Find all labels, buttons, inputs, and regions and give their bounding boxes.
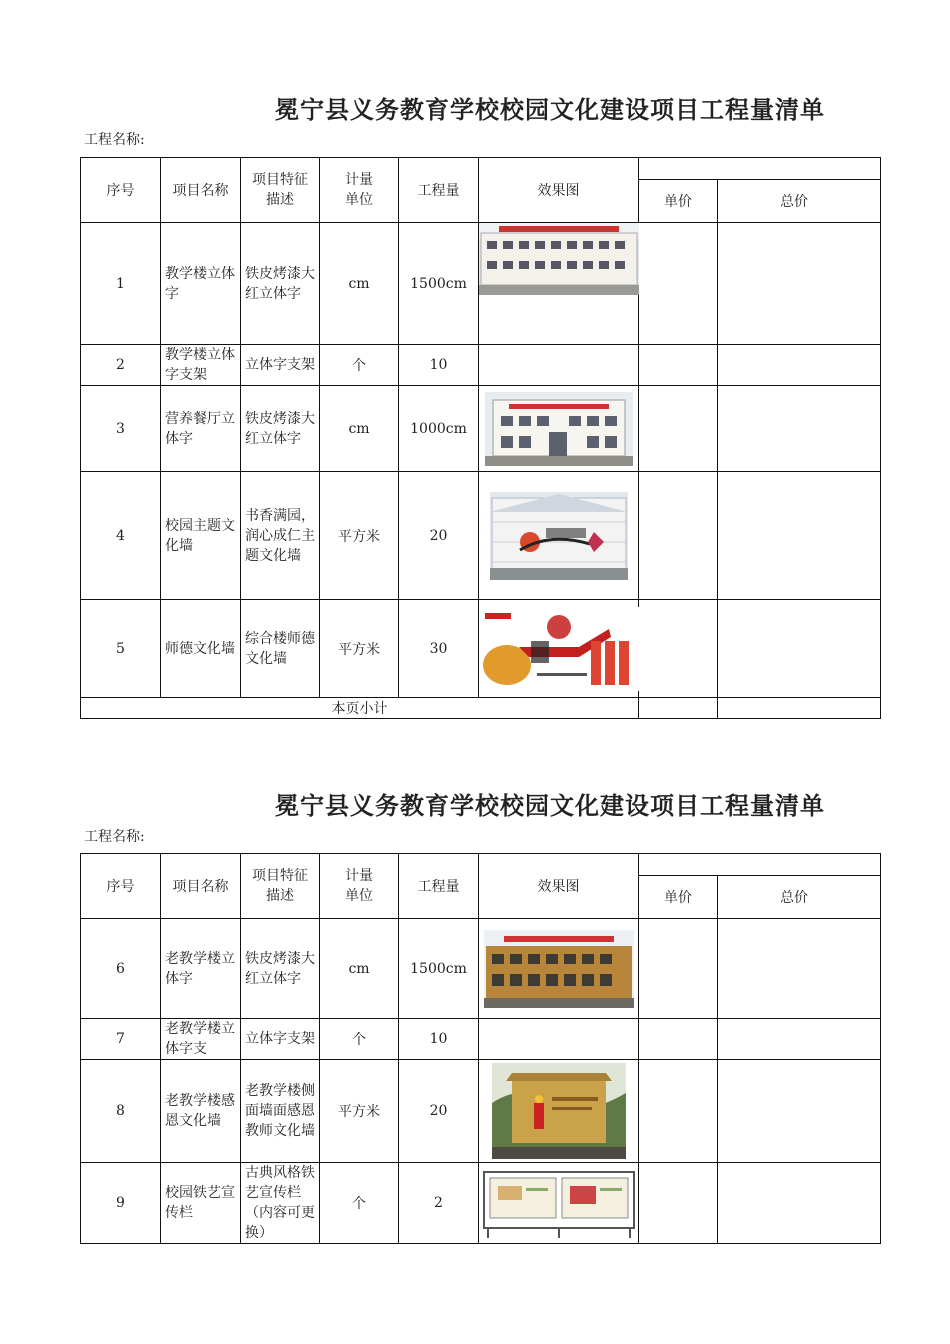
table-row	[81, 1060, 881, 1163]
table-row	[81, 919, 881, 1019]
header-total: 总价	[718, 180, 881, 223]
header-name: 项目名称	[161, 854, 241, 919]
row-unit-price	[639, 472, 718, 600]
header-seq: 序号	[81, 158, 161, 223]
row-total	[718, 386, 881, 472]
header-image: 效果图	[479, 854, 639, 919]
header-unit: 计量单位	[320, 158, 399, 223]
header-desc: 项目特征描述	[241, 854, 320, 919]
header-desc: 项目特征描述	[241, 158, 320, 223]
row-total	[718, 1019, 881, 1060]
row-unit-price	[639, 1163, 718, 1244]
row-name: 营养餐厅立体字	[161, 386, 241, 472]
row-unit-price	[639, 1060, 718, 1163]
row-desc: 老教学楼侧面墙面感恩教师文化墙	[241, 1060, 320, 1163]
row-unit: cm	[320, 223, 399, 345]
row-qty: 30	[399, 600, 479, 698]
row-unit: 平方米	[320, 472, 399, 600]
header-unit: 计量单位	[320, 854, 399, 919]
row-total	[718, 1060, 881, 1163]
header-unit-price: 单价	[639, 876, 718, 919]
header-qty: 工程量	[399, 854, 479, 919]
row-total	[718, 223, 881, 345]
header-price-group	[639, 158, 881, 180]
header-name: 项目名称	[161, 158, 241, 223]
row-desc: 铁皮烤漆大红立体字	[241, 386, 320, 472]
table-row	[81, 345, 881, 386]
row-image	[479, 1060, 639, 1163]
row-image	[479, 600, 639, 698]
row-qty: 1500cm	[399, 919, 479, 1019]
header-seq: 序号	[81, 854, 161, 919]
row-unit-price	[639, 1019, 718, 1060]
header-unit-price: 单价	[639, 180, 718, 223]
canteen-photo	[485, 392, 633, 466]
row-unit: 个	[320, 345, 399, 386]
row-desc: 古典风格铁艺宣传栏（内容可更换）	[241, 1163, 320, 1244]
row-unit-price	[639, 600, 718, 698]
row-qty: 1000cm	[399, 386, 479, 472]
row-unit-price	[639, 386, 718, 472]
row-qty: 20	[399, 472, 479, 600]
bill-table-page-1	[80, 157, 808, 719]
header-total: 总价	[718, 876, 881, 919]
row-image	[479, 1019, 639, 1060]
teacher-ethics-wall-design	[479, 607, 639, 691]
table-row	[81, 223, 881, 345]
row-image	[479, 386, 639, 472]
row-total	[718, 472, 881, 600]
row-unit: cm	[320, 919, 399, 1019]
row-desc: 立体字支架	[241, 345, 320, 386]
subtotal-row	[81, 698, 881, 719]
row-name: 教学楼立体字	[161, 223, 241, 345]
old-building-photo	[484, 930, 634, 1008]
page-title: 冕宁县义务教育学校校园文化建设项目工程量清单	[275, 791, 825, 820]
project-name-label: 工程名称:	[84, 829, 145, 845]
row-desc: 铁皮烤漆大红立体字	[241, 919, 320, 1019]
subtotal-total	[718, 698, 881, 719]
table-row	[81, 386, 881, 472]
row-unit: 平方米	[320, 1060, 399, 1163]
row-qty: 1500cm	[399, 223, 479, 345]
row-name: 老教学楼立体字	[161, 919, 241, 1019]
row-image	[479, 919, 639, 1019]
school-building-photo	[479, 223, 639, 295]
row-unit: 个	[320, 1019, 399, 1060]
project-name-label: 工程名称:	[84, 132, 145, 148]
bulletin-board-design	[482, 1166, 636, 1240]
row-name: 教学楼立体字支架	[161, 345, 241, 386]
subtotal-label: 本页小计	[81, 698, 639, 719]
row-qty: 10	[399, 1019, 479, 1060]
row-desc: 综合楼师德文化墙	[241, 600, 320, 698]
table-row	[81, 1163, 881, 1244]
row-seq: 3	[81, 386, 161, 472]
row-name: 老教学楼立体字支	[161, 1019, 241, 1060]
gratitude-wall-photo	[492, 1063, 626, 1159]
table-row	[81, 1019, 881, 1060]
row-total	[718, 1163, 881, 1244]
culture-wall-photo	[490, 492, 628, 580]
page-title: 冕宁县义务教育学校校园文化建设项目工程量清单	[275, 95, 825, 124]
row-desc: 书香满园，润心成仁主题文化墙	[241, 472, 320, 600]
row-seq: 9	[81, 1163, 161, 1244]
header-qty: 工程量	[399, 158, 479, 223]
row-qty: 20	[399, 1060, 479, 1163]
row-desc: 立体字支架	[241, 1019, 320, 1060]
row-seq: 7	[81, 1019, 161, 1060]
subtotal-unit-price	[639, 698, 718, 719]
row-unit-price	[639, 919, 718, 1019]
row-qty: 2	[399, 1163, 479, 1244]
row-seq: 2	[81, 345, 161, 386]
row-seq: 8	[81, 1060, 161, 1163]
row-desc: 铁皮烤漆大红立体字	[241, 223, 320, 345]
header-price-group	[639, 854, 881, 876]
header-image: 效果图	[479, 158, 639, 223]
row-seq: 6	[81, 919, 161, 1019]
row-unit-price	[639, 345, 718, 386]
row-name: 校园主题文化墙	[161, 472, 241, 600]
row-image	[479, 1163, 639, 1244]
row-seq: 5	[81, 600, 161, 698]
row-total	[718, 600, 881, 698]
row-qty: 10	[399, 345, 479, 386]
row-name: 校园铁艺宣传栏	[161, 1163, 241, 1244]
row-image	[479, 223, 639, 345]
row-name: 老教学楼感恩文化墙	[161, 1060, 241, 1163]
row-total	[718, 345, 881, 386]
row-seq: 1	[81, 223, 161, 345]
row-unit-price	[639, 223, 718, 345]
table-row	[81, 472, 881, 600]
table-row	[81, 600, 881, 698]
row-name: 师德文化墙	[161, 600, 241, 698]
row-unit: 个	[320, 1163, 399, 1244]
bill-table-page-2	[80, 853, 808, 1244]
row-unit: 平方米	[320, 600, 399, 698]
row-unit: cm	[320, 386, 399, 472]
row-image	[479, 345, 639, 386]
row-seq: 4	[81, 472, 161, 600]
row-image	[479, 472, 639, 600]
row-total	[718, 919, 881, 1019]
